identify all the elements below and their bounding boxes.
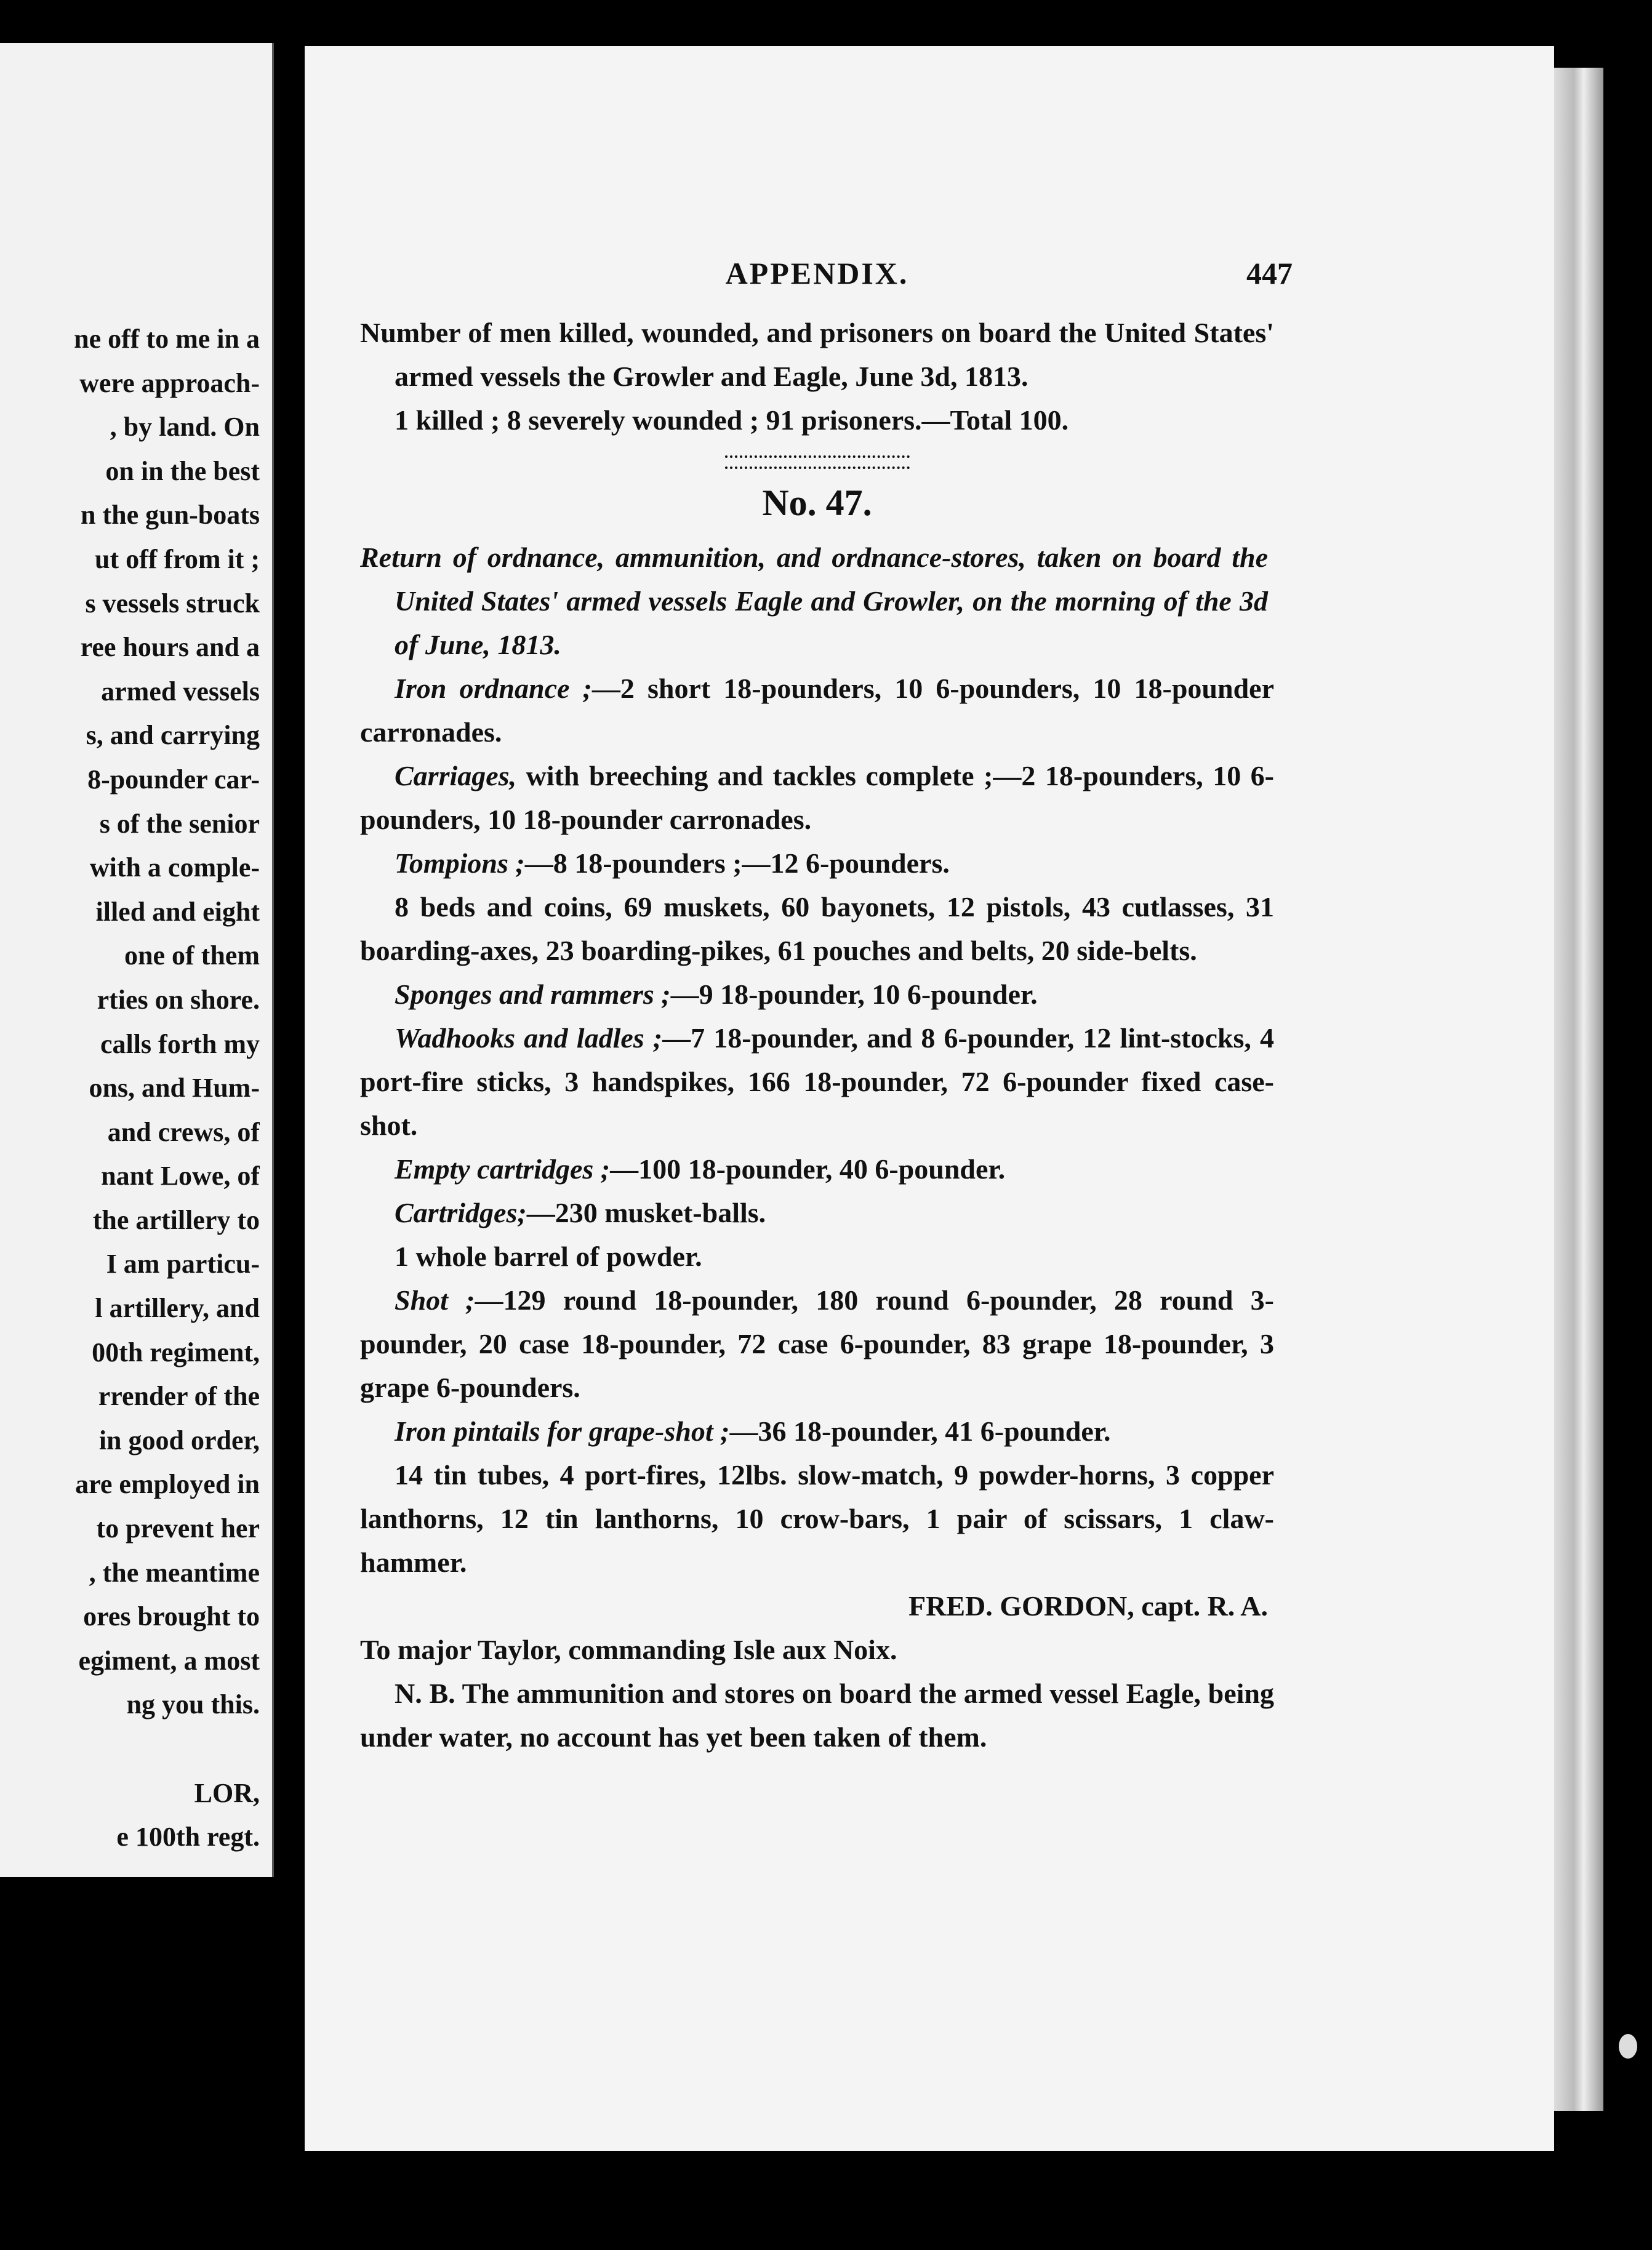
- left-line: ons, and Hum-: [89, 1073, 260, 1103]
- left-line: ne off to me in a: [74, 324, 260, 354]
- page-header: [360, 255, 1293, 311]
- item-pintails: [360, 1409, 1274, 1453]
- page-text-column: [360, 255, 1293, 1759]
- item-tubes-and-tools: 14 tin tubes, 4 port-fires, 12lbs. slow-match, 9 powder-horns, 3 copper lanthorns, 12 tin lanthorns, 10 crow-bars, 1 pair of scissars, 1 claw-hammer.: [360, 1459, 1274, 1578]
- left-line: and crews, of: [107, 1116, 260, 1147]
- left-line: illed and eight: [95, 896, 260, 927]
- item-label: Iron ordnance ;: [395, 673, 592, 704]
- item-text: —8 18-pounders ;—12 6-pounders.: [524, 847, 950, 879]
- left-line: rties on shore.: [97, 984, 260, 1015]
- item-tompions: [360, 841, 1274, 885]
- section-number: No. 47.: [762, 482, 872, 523]
- item-iron-ordnance: [360, 667, 1274, 754]
- item-label: Empty cartridges ;: [395, 1153, 611, 1185]
- ornamental-rule: [725, 455, 910, 469]
- item-small-arms: 8 beds and coins, 69 muskets, 60 bayonets, 12 pistols, 43 cutlasses, 31 boarding-axes, 23 boarding-pikes, 61 pouches and belts, 20 side-belts.: [360, 891, 1274, 966]
- left-line: are employed in: [75, 1469, 260, 1500]
- scan-mark: [1619, 2034, 1637, 2059]
- left-line: egiment, a most: [78, 1645, 260, 1676]
- casualty-totals: 1 killed ; 8 severely wounded ; 91 prisoners.—Total 100.: [395, 404, 1069, 436]
- item-empty-cartridges: [360, 1147, 1274, 1191]
- left-line: , the meantime: [89, 1557, 260, 1588]
- left-line: LOR,: [194, 1777, 260, 1808]
- item-text: —36 18-pounder, 41 6-pounder.: [729, 1415, 1111, 1447]
- return-title: Return of ordnance, ammunition, and ordnance-stores, taken on board the United States' armed vessels Eagle and Growler, on the morning of the 3d of June, 1813.: [360, 542, 1268, 660]
- item-label: Tompions ;: [395, 847, 525, 879]
- item-text: with breeching and tackles complete ;—2 18-pounders, 10 6-pounders, 10 18-pounder carronades.: [360, 760, 1274, 835]
- left-line: with a comple-: [89, 852, 260, 883]
- left-line: armed vessels: [101, 676, 260, 707]
- left-line: in good order,: [98, 1425, 260, 1455]
- left-line: s, and carrying: [86, 720, 260, 751]
- left-line: 8-pounder car-: [87, 764, 260, 795]
- item-label: Sponges and rammers ;: [395, 979, 671, 1010]
- item-text: —7 18-pounder, and 8 6-pounder, 12 lint-stocks, 4 port-fire sticks, 3 handspikes, 166 18-pounder, 72 6-pounder fixed case-shot.: [360, 1022, 1274, 1141]
- item-label: Cartridges;: [395, 1197, 527, 1228]
- item-wadhooks: [360, 1016, 1274, 1147]
- left-line: on in the best: [105, 455, 260, 486]
- left-line: I am particu-: [106, 1249, 260, 1279]
- page-number: 447: [1246, 256, 1293, 290]
- left-line: e 100th regt.: [116, 1822, 260, 1852]
- left-line: s of the senior: [99, 808, 260, 839]
- left-line: to prevent her: [96, 1513, 260, 1544]
- item-label: Carriages,: [395, 760, 517, 791]
- item-powder-barrel: 1 whole barrel of powder.: [395, 1241, 702, 1272]
- left-line: 00th regiment,: [92, 1337, 260, 1367]
- item-label: Shot ;: [395, 1284, 475, 1316]
- left-line: [0, 1727, 260, 1771]
- left-line: rrender of the: [98, 1381, 260, 1412]
- item-cartridges: [360, 1191, 1274, 1235]
- left-page: [0, 43, 274, 1877]
- left-line: ree hours and a: [80, 632, 260, 663]
- signature: FRED. GORDON, capt. R. A.: [908, 1590, 1268, 1622]
- item-label: Iron pintails for grape-shot ;: [395, 1415, 730, 1447]
- page-edge: [1554, 68, 1603, 2111]
- addressee: To major Taylor, commanding Isle aux Noix.: [360, 1634, 897, 1665]
- left-line: were approach-: [79, 367, 260, 398]
- running-head: APPENDIX.: [725, 256, 909, 290]
- nota-bene: N. B. The ammunition and stores on board the armed vessel Eagle, being under water, no account has yet been taken of them.: [360, 1678, 1274, 1753]
- left-line: one of them: [124, 940, 260, 971]
- item-shot: [360, 1278, 1274, 1409]
- left-line: nant Lowe, of: [101, 1161, 260, 1191]
- item-sponges: [360, 972, 1274, 1016]
- item-text: —100 18-pounder, 40 6-pounder.: [610, 1153, 1006, 1185]
- left-page-text: [0, 317, 260, 1859]
- left-line: , by land. On: [110, 412, 260, 442]
- left-line: l artillery, and: [95, 1293, 260, 1324]
- left-line: ng you this.: [126, 1689, 260, 1720]
- left-line: s vessels struck: [85, 588, 260, 619]
- item-carriages: [360, 754, 1274, 841]
- left-line: calls forth my: [100, 1028, 260, 1059]
- casualty-heading: Number of men killed, wounded, and prisoners on board the United States' armed vessels the Growler and Eagle, June 3d, 1813.: [360, 317, 1274, 392]
- left-line: n the gun-boats: [81, 500, 260, 530]
- item-text: —230 musket-balls.: [526, 1197, 766, 1228]
- item-text: —9 18-pounder, 10 6-pounder.: [670, 979, 1038, 1010]
- left-line: the artillery to: [92, 1204, 260, 1235]
- left-line: ut off from it ;: [95, 543, 260, 574]
- item-label: Wadhooks and ladles ;: [395, 1022, 663, 1054]
- left-line: ores brought to: [83, 1601, 260, 1632]
- item-text: —2 short 18-pounders, 10 6-pounders, 10 18-pounder carronades.: [360, 673, 1274, 748]
- item-text: —129 round 18-pounder, 180 round 6-pounder, 28 round 3-pounder, 20 case 18-pounder, 72 case 6-pounder, 83 grape 18-pounder, 3 grape 6-pounders.: [360, 1284, 1274, 1403]
